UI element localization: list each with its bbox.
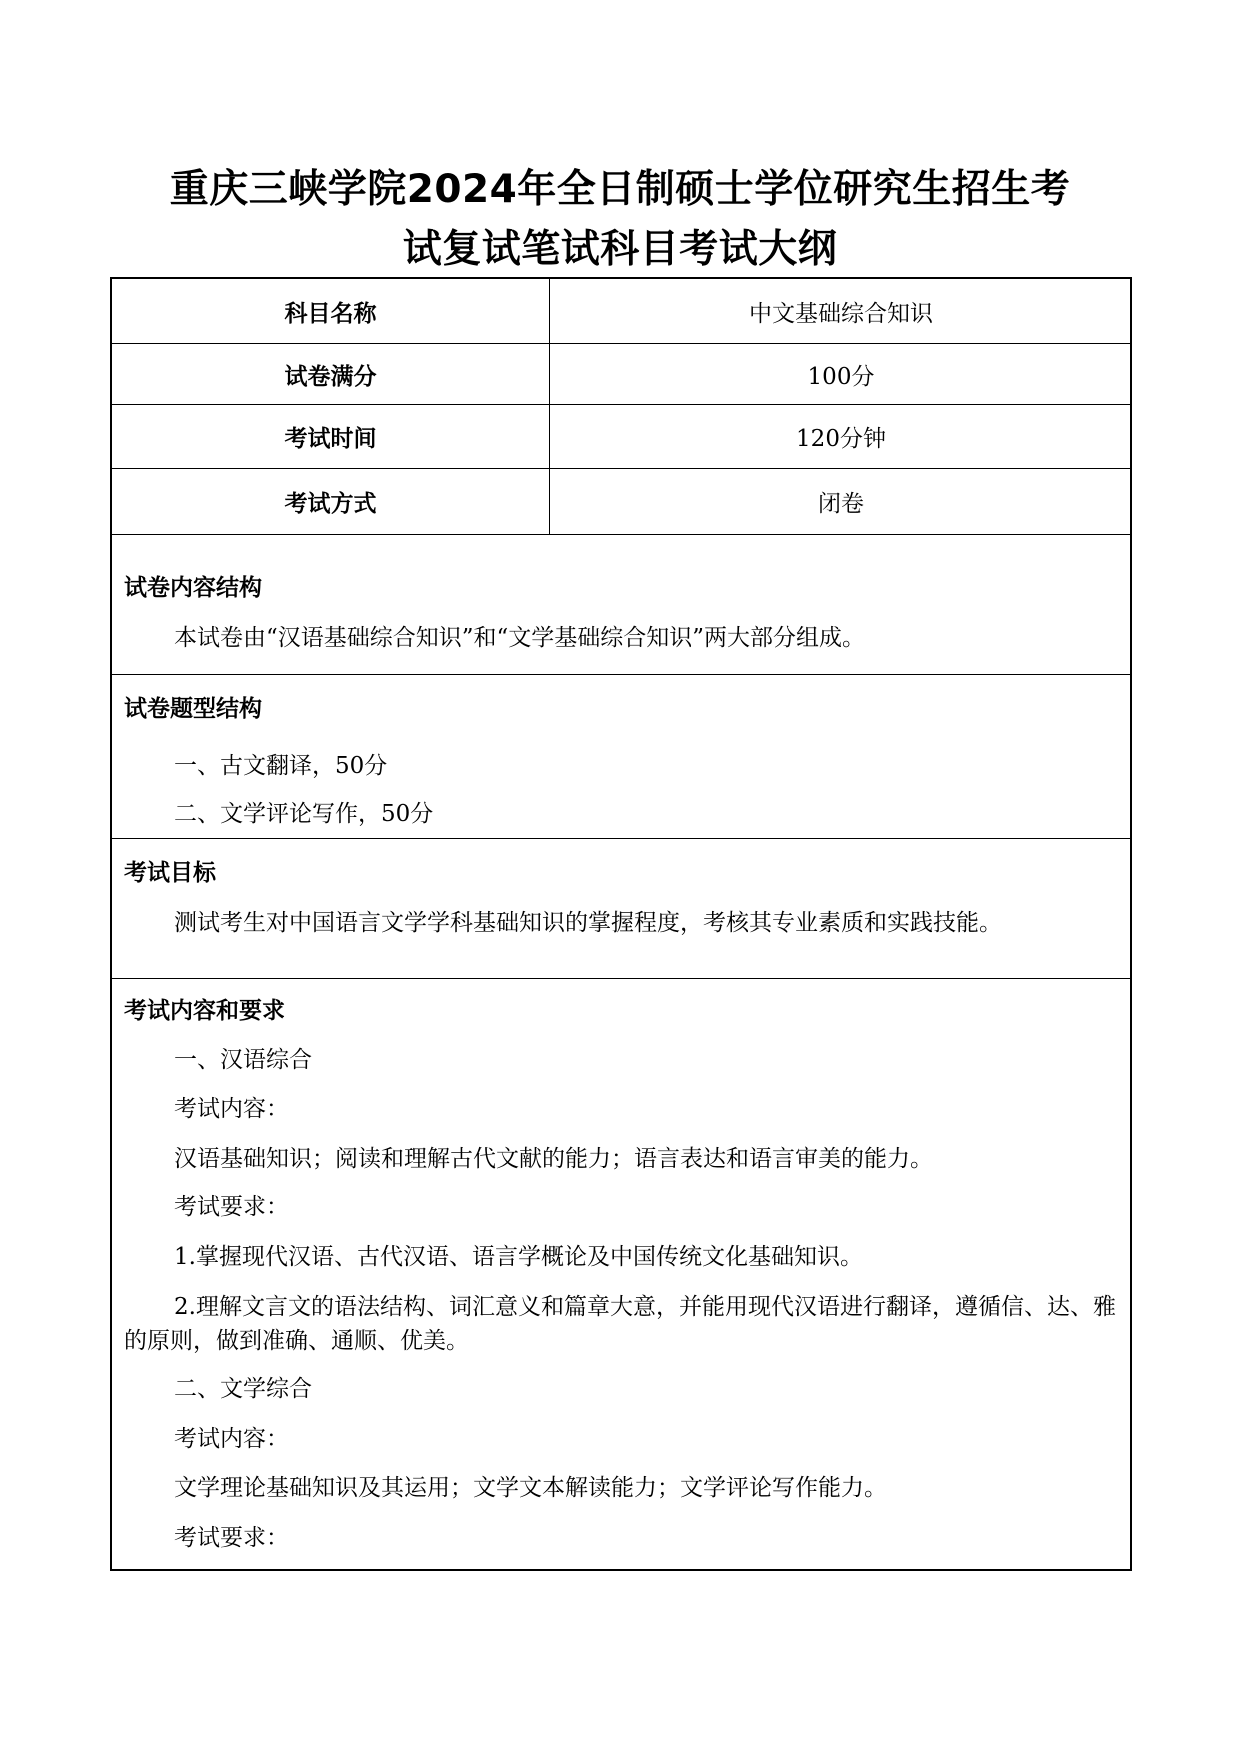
exam-time-label: 考试时间: [284, 426, 377, 452]
part1-title: 一、汉语综合: [174, 1047, 312, 1073]
section-divider: [112, 978, 1130, 979]
part2-content-text: 文学理论基础知识及其运用；文学文本解读能力；文学评论写作能力。: [174, 1475, 887, 1501]
full-score-label: 试卷满分: [284, 363, 377, 390]
question-types-heading: 试卷题型结构: [124, 696, 262, 722]
part2-requirements-label: 考试要求：: [174, 1525, 289, 1551]
full-score-value: 100分: [807, 363, 875, 390]
content-requirements-heading: 考试内容和要求: [124, 998, 285, 1024]
part2-content-label: 考试内容：: [174, 1426, 289, 1452]
question-type-item: 一、古文翻译，50分: [174, 753, 388, 779]
page-title-line1: 重庆三峡学院2024年全日制硕士学位研究生招生考: [169, 167, 1071, 212]
part2-title: 二、文学综合: [174, 1376, 312, 1402]
subject-name-label: 科目名称: [284, 300, 377, 327]
subject-name-value: 中文基础综合知识: [749, 300, 933, 327]
part1-content-text: 汉语基础知识；阅读和理解古代文献的能力；语言表达和语言审美的能力。: [174, 1146, 933, 1172]
section-divider: [112, 674, 1130, 675]
exam-time-value: 120分钟: [796, 426, 886, 452]
exam-objective-heading: 考试目标: [124, 860, 216, 886]
question-type-item: 二、文学评论写作，50分: [174, 801, 434, 827]
row-divider: [112, 534, 1130, 535]
section-divider: [112, 838, 1130, 839]
part1-requirements-label: 考试要求：: [174, 1194, 289, 1220]
content-structure-text: 本试卷由“汉语基础综合知识”和“文学基础综合知识”两大部分组成。: [174, 625, 866, 651]
content-structure-heading: 试卷内容结构: [124, 575, 262, 601]
part1-requirement-2: 2.理解文言文的语法结构、词汇意义和篇章大意，并能用现代汉语进行翻译，遵循信、达、雅的原则，做到准确、通顺、优美。: [124, 1294, 1116, 1354]
exam-mode-value: 闭卷: [818, 491, 864, 517]
exam-objective-text: 测试考生对中国语言文学学科基础知识的掌握程度，考核其专业素质和实践技能。: [174, 910, 1002, 936]
exam-mode-label: 考试方式: [284, 491, 377, 517]
part1-content-label: 考试内容：: [174, 1096, 289, 1122]
part1-requirement-1: 1.掌握现代汉语、古代汉语、语言学概论及中国传统文化基础知识。: [174, 1244, 863, 1270]
syllabus-table: [110, 277, 1132, 1571]
page-title-line2: 试复试笔试科目考试大纲: [402, 227, 838, 272]
